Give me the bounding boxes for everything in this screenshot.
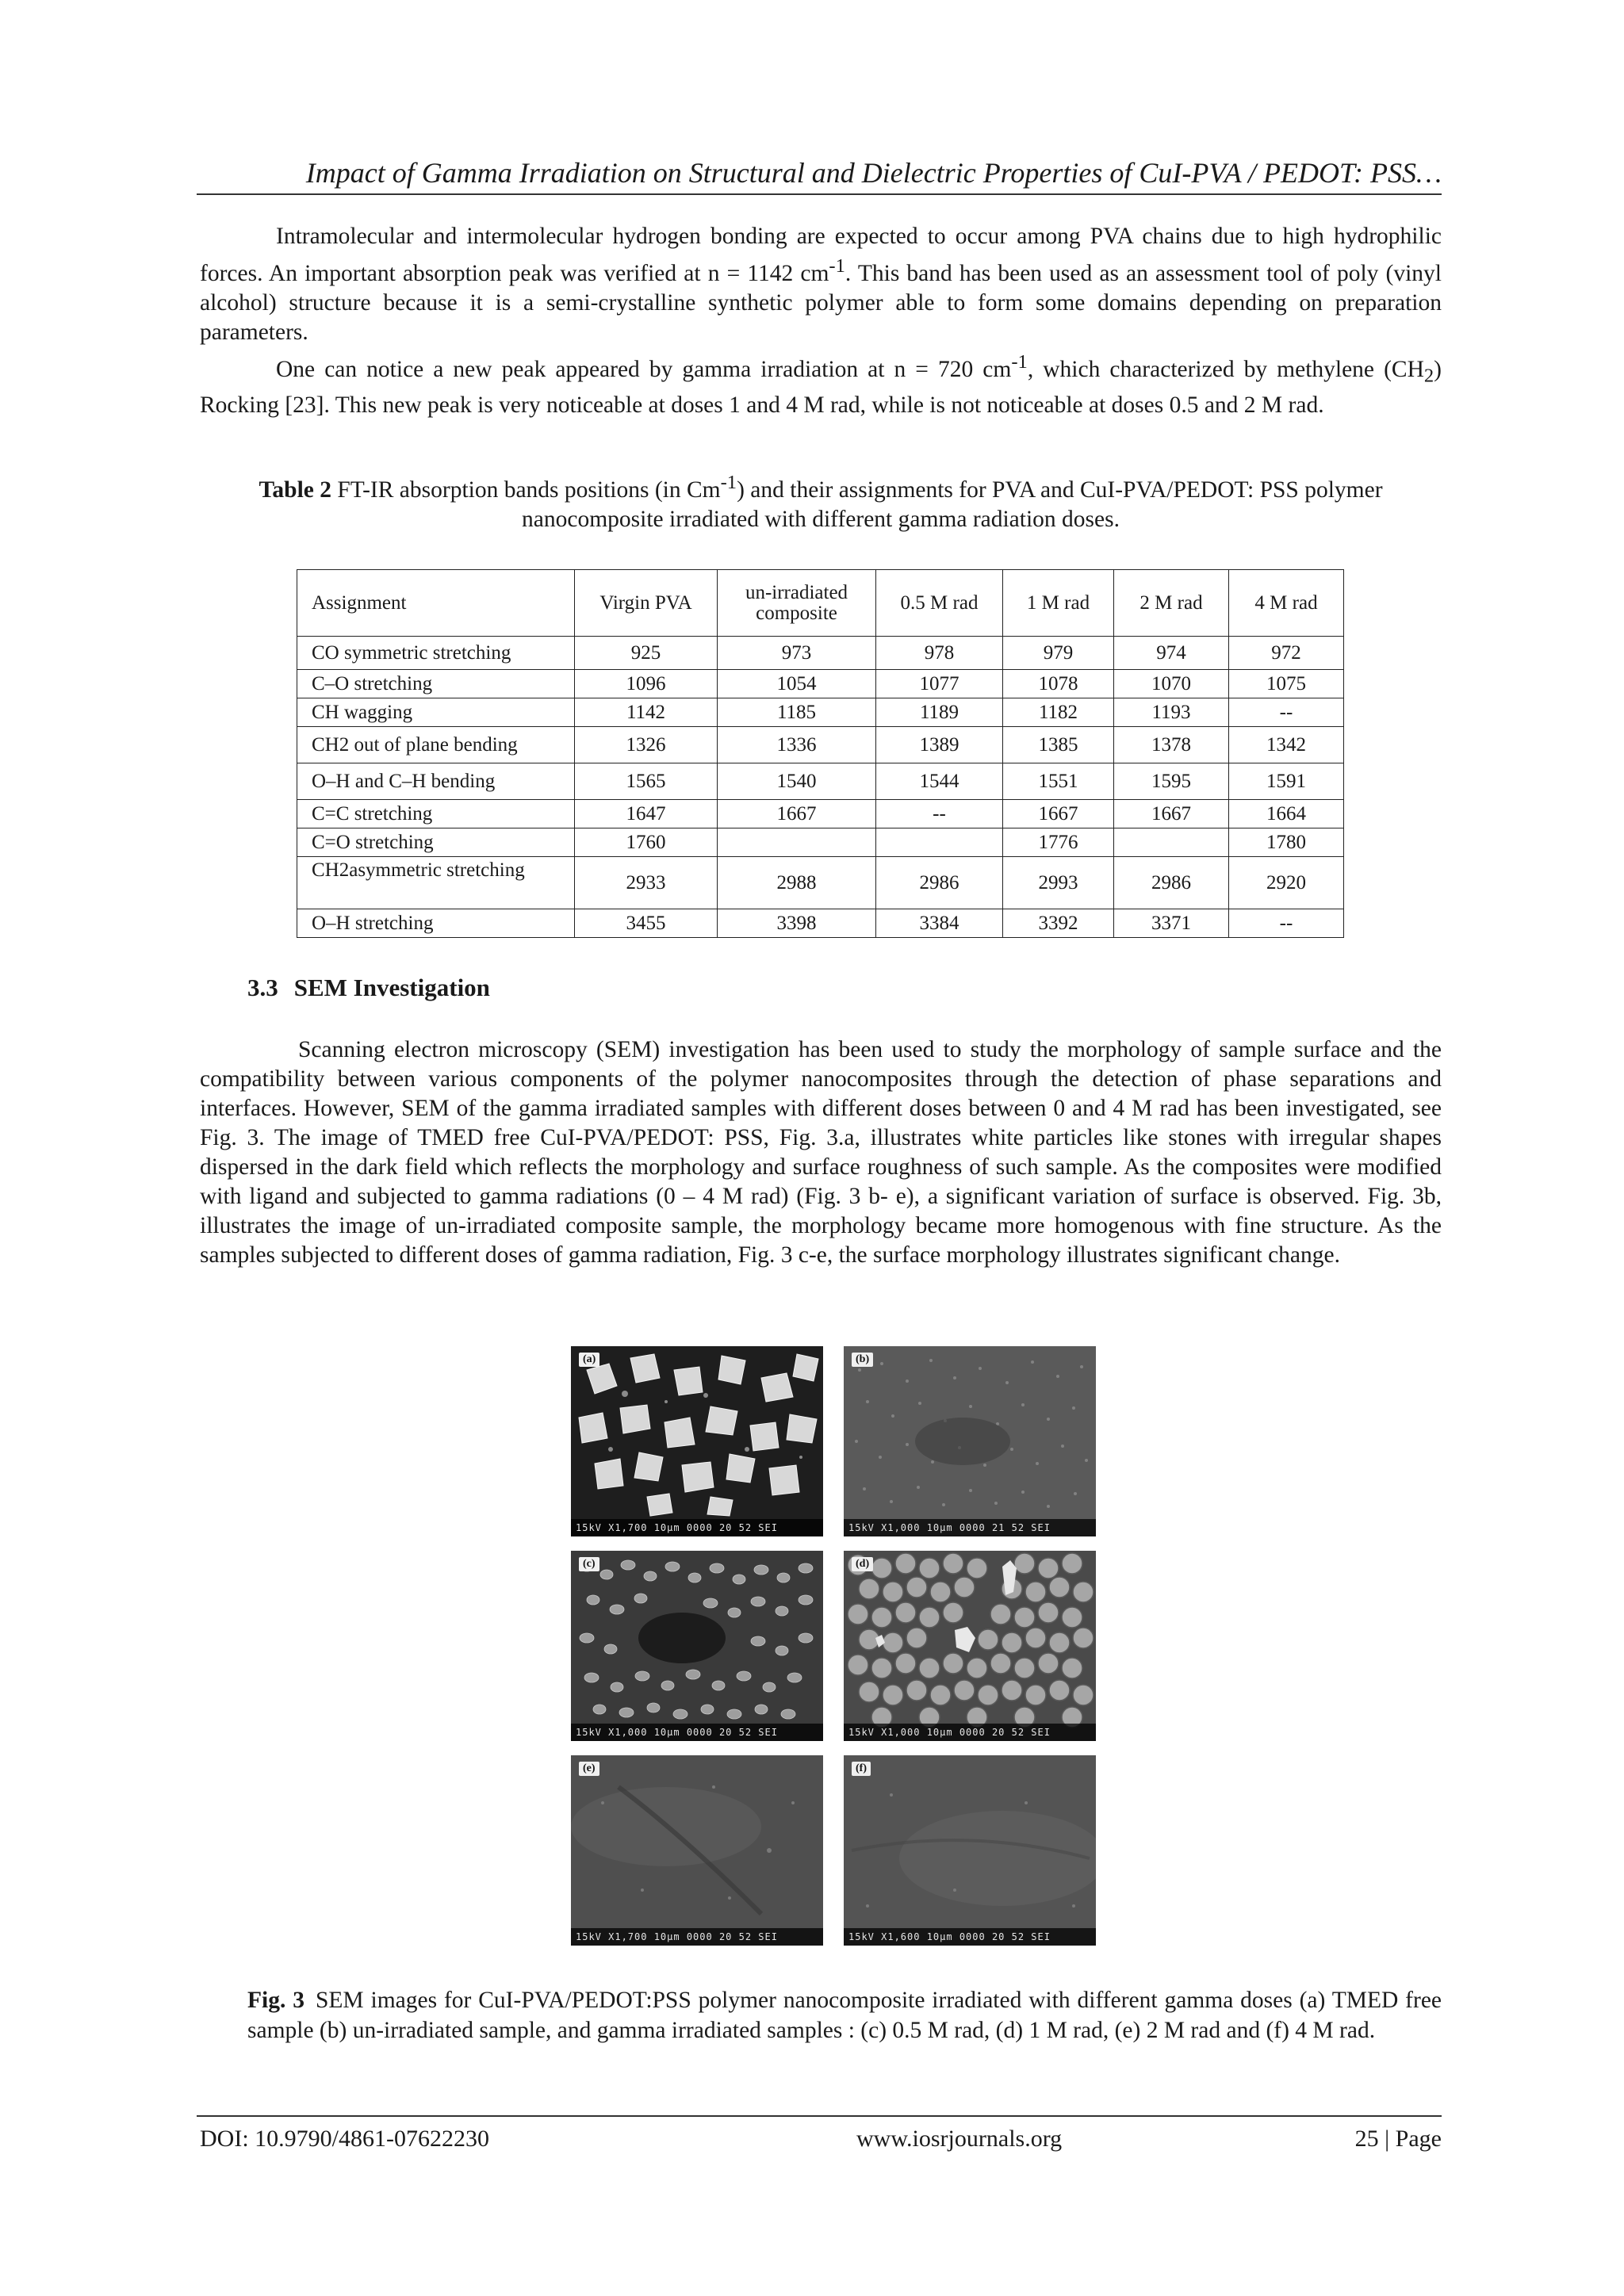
sem-figure	[571, 1346, 1102, 1949]
scale-bar-d: 15kV X1,000 10µm 0000 20 52 SEI	[844, 1724, 1096, 1741]
table-cell: CH2asymmetric stretching	[297, 857, 575, 909]
table-cell: 1551	[1003, 763, 1114, 800]
sem-image-b	[844, 1346, 1096, 1536]
table-row	[297, 727, 1344, 763]
table-cell: 1776	[1003, 828, 1114, 857]
table-caption	[200, 468, 1442, 534]
table-cell: 3398	[718, 909, 876, 938]
panel-label-c: (c)	[579, 1557, 599, 1571]
table-cell: 1077	[876, 670, 1003, 698]
table-cell: 1591	[1229, 763, 1344, 800]
table-cell	[1114, 828, 1229, 857]
sem-image-d	[844, 1551, 1096, 1741]
panel-label-b: (b)	[852, 1353, 873, 1367]
table-cell: 1054	[718, 670, 876, 698]
table-cell: 1182	[1003, 698, 1114, 727]
running-header: Impact of Gamma Irradiation on Structural and Dielectric Properties of CuI-PVA / PEDOT: PSS…	[305, 157, 1442, 189]
panel-label-e: (e)	[579, 1762, 599, 1776]
table-row	[297, 828, 1344, 857]
sem-image-a	[571, 1346, 823, 1536]
table-caption-label: Table 2	[259, 476, 331, 503]
table-cell: 974	[1114, 637, 1229, 670]
table-header-cell: 1 M rad	[1003, 570, 1114, 637]
table-cell: 925	[575, 637, 718, 670]
sem-panel-d	[844, 1551, 1096, 1741]
sem-panel-c	[571, 1551, 823, 1741]
table-caption-text-b: ) and their assignments for PVA and CuI-PVA/PEDOT: PSS polymer nanocomposite irradiated with different gamma radiation doses.	[522, 476, 1383, 532]
panel-label-a: (a)	[579, 1353, 599, 1367]
panel-label-d: (d)	[852, 1557, 873, 1571]
table-cell: 1342	[1229, 727, 1344, 763]
table-caption-sup: -1	[720, 472, 737, 493]
footer-doi: DOI: 10.9790/4861-07622230	[200, 2126, 489, 2152]
sem-panel-a	[571, 1346, 823, 1536]
table-cell	[876, 828, 1003, 857]
table-cell: 1667	[1003, 800, 1114, 828]
table-cell: 1385	[1003, 727, 1114, 763]
table-cell: 1185	[718, 698, 876, 727]
table-cell: 1664	[1229, 800, 1344, 828]
intro-p2-sup: -1	[1011, 350, 1028, 373]
figure-caption	[247, 1985, 1442, 2045]
table-cell: O–H stretching	[297, 909, 575, 938]
table-cell: 1389	[876, 727, 1003, 763]
table-cell: 1565	[575, 763, 718, 800]
sem-image-f	[844, 1755, 1096, 1946]
ftir-table	[297, 569, 1344, 938]
table-cell: 3384	[876, 909, 1003, 938]
table-header-cell: un-irradiated composite	[718, 570, 876, 637]
table-cell: 1070	[1114, 670, 1229, 698]
table-header-row	[297, 570, 1344, 637]
table-cell: CO symmetric stretching	[297, 637, 575, 670]
table-cell: 1075	[1229, 670, 1344, 698]
table-cell: O–H and C–H bending	[297, 763, 575, 800]
table-cell: 2986	[1114, 857, 1229, 909]
table-cell: C=C stretching	[297, 800, 575, 828]
figure-caption-text: SEM images for CuI-PVA/PEDOT:PSS polymer nanocomposite irradiated with different gamma doses (a) TMED free sample (b) un-irradiated sample, and gamma irradiated samples : (c) 0.5 M rad, (d) 1 M rad, (e) 2 M rad and (f) 4 M rad.	[247, 1988, 1442, 2043]
table-cell: 2933	[575, 857, 718, 909]
table-cell: 1595	[1114, 763, 1229, 800]
scale-bar-e: 15kV X1,700 10µm 0000 20 52 SEI	[571, 1928, 823, 1946]
table-cell: C=O stretching	[297, 828, 575, 857]
table-cell: 2920	[1229, 857, 1344, 909]
table-cell: 1189	[876, 698, 1003, 727]
table-cell: 1544	[876, 763, 1003, 800]
intro-p2-sub: 2	[1423, 365, 1434, 387]
header-rule	[197, 193, 1442, 195]
table-cell: C–O stretching	[297, 670, 575, 698]
table-header-cell: 2 M rad	[1114, 570, 1229, 637]
table-header-cell: 4 M rad	[1229, 570, 1344, 637]
table-cell: --	[1229, 909, 1344, 938]
intro-p2-text-b: , which characterized by methylene (CH	[1027, 356, 1424, 382]
table-cell: 1193	[1114, 698, 1229, 727]
intro-p2-text-c: ) Rocking [23]. This new peak is very noticeable at doses 1 and 4 M rad, while is not noticeable at doses 0.5 and 2 M rad.	[200, 356, 1442, 418]
section-heading	[247, 974, 506, 1002]
sem-image-c	[571, 1551, 823, 1741]
table-cell: CH2 out of plane bending	[297, 727, 575, 763]
table-cell: --	[1229, 698, 1344, 727]
table-cell: 1667	[1114, 800, 1229, 828]
figure-caption-label: Fig. 3	[247, 1988, 304, 2013]
table-cell: 2988	[718, 857, 876, 909]
table-cell: 1326	[575, 727, 718, 763]
table-header-cell: Virgin PVA	[575, 570, 718, 637]
table-cell: 1078	[1003, 670, 1114, 698]
sem-panel-e	[571, 1755, 823, 1946]
sem-text	[200, 1035, 1442, 1270]
section-title: SEM Investigation	[293, 974, 490, 1001]
table-cell: 1142	[575, 698, 718, 727]
table-cell: 3371	[1114, 909, 1229, 938]
table-cell: 1780	[1229, 828, 1344, 857]
table-cell: 3455	[575, 909, 718, 938]
intro-text	[200, 222, 1442, 420]
table-row	[297, 698, 1344, 727]
table-header-cell: Assignment	[297, 570, 575, 637]
sem-image-e	[571, 1755, 823, 1946]
footer-site-link[interactable]: www.iosrjournals.org	[856, 2126, 1063, 2152]
table-row	[297, 637, 1344, 670]
scale-bar-f: 15kV X1,600 10µm 0000 20 52 SEI	[844, 1928, 1096, 1946]
table-row	[297, 800, 1344, 828]
scale-bar-a: 15kV X1,700 10µm 0000 20 52 SEI	[571, 1519, 823, 1536]
table-row	[297, 763, 1344, 800]
table-cell: 3392	[1003, 909, 1114, 938]
intro-p1-text-b: . This band has been used as an assessment tool of poly (vinyl alcohol) structure because it is a semi-crystalline synthetic polymer able to form some domains depending on preparation parameters.	[200, 260, 1442, 345]
table-cell: 1647	[575, 800, 718, 828]
table-cell: 1096	[575, 670, 718, 698]
intro-p1-sup: -1	[829, 255, 845, 277]
table-row	[297, 909, 1344, 938]
table-caption-text-a: FT-IR absorption bands positions (in Cm	[331, 476, 721, 503]
panel-label-f: (f)	[852, 1762, 871, 1776]
table-cell: 1336	[718, 727, 876, 763]
table-cell	[718, 828, 876, 857]
table-row	[297, 857, 1344, 909]
table-cell: 1760	[575, 828, 718, 857]
table-cell: 979	[1003, 637, 1114, 670]
table-cell: CH wagging	[297, 698, 575, 727]
table-cell: 2986	[876, 857, 1003, 909]
intro-paragraph-2	[200, 347, 1442, 420]
table-cell: 1667	[718, 800, 876, 828]
intro-p2-text-a: One can notice a new peak appeared by gamma irradiation at n = 720 cm	[276, 356, 1012, 382]
intro-paragraph-1	[200, 222, 1442, 347]
scale-bar-c: 15kV X1,000 10µm 0000 20 52 SEI	[571, 1724, 823, 1741]
sem-panel-b	[844, 1346, 1096, 1536]
footer-page-number: 25 | Page	[1354, 2126, 1442, 2152]
intro-p1-text-a: Intramolecular and intermolecular hydrogen bonding are expected to occur among PVA chains due to high hydrophilic forces. An important absorption peak was verified at n = 1142 cm	[200, 224, 1442, 286]
table-cell: --	[876, 800, 1003, 828]
footer-rule	[197, 2115, 1442, 2117]
table-cell: 978	[876, 637, 1003, 670]
table-cell: 1540	[718, 763, 876, 800]
scale-bar-b: 15kV X1,000 10µm 0000 21 52 SEI	[844, 1519, 1096, 1536]
table-cell: 2993	[1003, 857, 1114, 909]
sem-paragraph: Scanning electron microscopy (SEM) investigation has been used to study the morphology of sample surface and the compatibility between various components of the polymer nanocomposites through the detection of phase separations and interfaces. However, SEM of the gamma irradiated samples with different doses between 0 and 4 M rad has been investigated, see Fig. 3. The image of TMED free CuI-PVA/PEDOT: PSS, Fig. 3.a, illustrates white particles like stones with irregular shapes dispersed in the dark field which reflects the morphology and surface roughness of such sample. As the composites were modified with ligand and subjected to gamma radiations (0 – 4 M rad) (Fig. 3 b- e), a significant variation of surface is observed. Fig. 3b, illustrates the image of un-irradiated composite sample, the morphology became more homogenous with fine structure. As the samples subjected to different doses of gamma radiation, Fig. 3 c-e, the surface morphology illustrates significant change.	[200, 1037, 1442, 1268]
table-cell: 972	[1229, 637, 1344, 670]
table-header-cell: 0.5 M rad	[876, 570, 1003, 637]
table-row	[297, 670, 1344, 698]
table-cell: 1378	[1114, 727, 1229, 763]
section-number: 3.3	[247, 974, 278, 1001]
sem-panel-f	[844, 1755, 1096, 1946]
table-cell: 973	[718, 637, 876, 670]
